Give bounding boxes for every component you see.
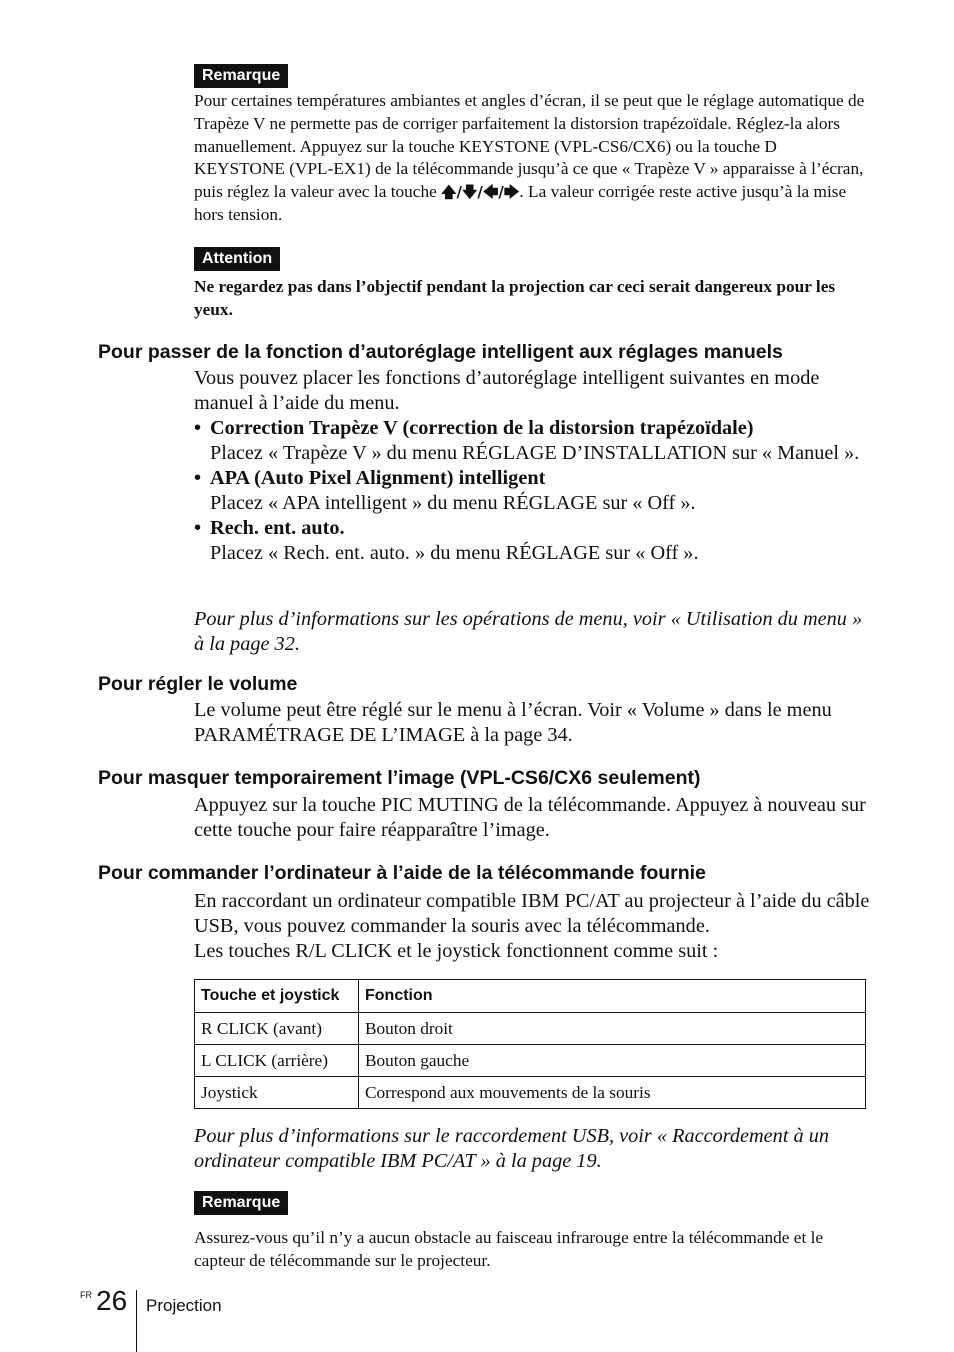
list-item-desc: Placez « APA intelligent » du menu RÉGLAGE sur « Off ». [210, 492, 696, 514]
remarque-label: Remarque [194, 1191, 288, 1215]
list-item [194, 466, 874, 516]
remarque-text-body: Pour certaines températures ambiantes et angles d’écran, il se peut que le réglage automatique de Trapèze V ne permette pas de corriger parfaitement la distorsion trapézoïdale. Réglez-la alors manuellement. Appuyez sur la touche KEYSTONE (VPL-CS6/CX6) ou la touche D KEYSTONE (VPL-EX1) de la télécommande jusqu’à ce que « Trapèze V » apparaisse à l’écran, puis réglez la valeur avec la touche [194, 91, 865, 202]
section-heading-volume: Pour régler le volume [98, 673, 298, 695]
section-heading-manual: Pour passer de la fonction d’autoréglage intelligent aux réglages manuels [98, 341, 783, 363]
arrow-keys-icon: 🡅/🡇/🡄/🡆 [441, 183, 520, 202]
list-item-title: Correction Trapèze V (correction de la distorsion trapézoïdale) [210, 417, 754, 439]
footer-divider [136, 1290, 137, 1352]
table-cell: Bouton gauche [359, 1045, 866, 1077]
table-header: Fonction [359, 980, 866, 1013]
function-table [194, 979, 866, 1109]
remote-text-2: Les touches R/L CLICK et le joystick fonctionnent comme suit : [194, 940, 719, 962]
section-body-remote [194, 889, 874, 964]
list-item-desc: Placez « Trapèze V » du menu RÉGLAGE D’INSTALLATION sur « Manuel ». [210, 442, 860, 464]
table-row [195, 1045, 866, 1077]
table-cell: Correspond aux mouvements de la souris [359, 1077, 866, 1109]
table-header-row [195, 980, 866, 1013]
list-item-title: Rech. ent. auto. [210, 517, 345, 539]
list-item [194, 516, 874, 566]
attention-label: Attention [194, 247, 280, 271]
list-item-title: APA (Auto Pixel Alignment) intelligent [210, 467, 546, 489]
table-cell: L CLICK (arrière) [195, 1045, 359, 1077]
table-cell: Bouton droit [359, 1013, 866, 1045]
page-number: 26 [96, 1285, 128, 1316]
list-item [194, 416, 874, 466]
attention-text: Ne regardez pas dans l’objectif pendant la projection car ceci serait dangereux pour les yeux. [194, 277, 836, 319]
footer-section-title: Projection [146, 1296, 222, 1315]
table-row [195, 1013, 866, 1045]
list-item-desc: Placez « Rech. ent. auto. » du menu RÉGLAGE sur « Off ». [210, 542, 699, 564]
table-header: Touche et joystick [195, 980, 359, 1013]
usb-reference: Pour plus d’informations sur le raccordement USB, voir « Raccordement à un ordinateur compatible IBM PC/AT » à la page 19. [194, 1125, 830, 1172]
bullet-icon: • [194, 417, 202, 439]
remarque-text: Assurez-vous qu’il n’y a aucun obstacle au faisceau infrarouge entre la télécommande et le capteur de télécommande sur le projecteur. [194, 1228, 824, 1270]
section-intro: Vous pouvez placer les fonctions d’autoréglage intelligent suivantes en mode manuel à l’aide du menu. [194, 367, 820, 414]
footer-language: FR [80, 1290, 92, 1300]
table-cell: R CLICK (avant) [195, 1013, 359, 1045]
table-cell: Joystick [195, 1077, 359, 1109]
menu-reference: Pour plus d’informations sur les opérations de menu, voir « Utilisation du menu » à la page 32. [194, 608, 863, 655]
section-body-volume: Le volume peut être réglé sur le menu à l’écran. Voir « Volume » dans le menu PARAMÉTRAGE DE L’IMAGE à la page 34. [194, 699, 832, 746]
bullet-icon: • [194, 467, 202, 489]
table-row [195, 1077, 866, 1109]
remote-text-1: En raccordant un ordinateur compatible IBM PC/AT au projecteur à l’aide du câble USB, vous pouvez commander la souris avec la télécommande. [194, 890, 870, 937]
remarque-text [194, 90, 866, 227]
section-body-mute: Appuyez sur la touche PIC MUTING de la télécommande. Appuyez à nouveau sur cette touche pour faire réapparaître l’image. [194, 794, 866, 841]
section-body-manual [194, 366, 874, 566]
section-heading-remote: Pour commander l’ordinateur à l’aide de la télécommande fournie [98, 862, 706, 884]
section-heading-mute: Pour masquer temporairement l’image (VPL-CS6/CX6 seulement) [98, 767, 701, 789]
remarque-text-end: . La valeur corrigée reste active jusqu’à la mise hors tension. [194, 182, 847, 224]
remarque-label: Remarque [194, 64, 288, 88]
bullet-icon: • [194, 517, 202, 539]
